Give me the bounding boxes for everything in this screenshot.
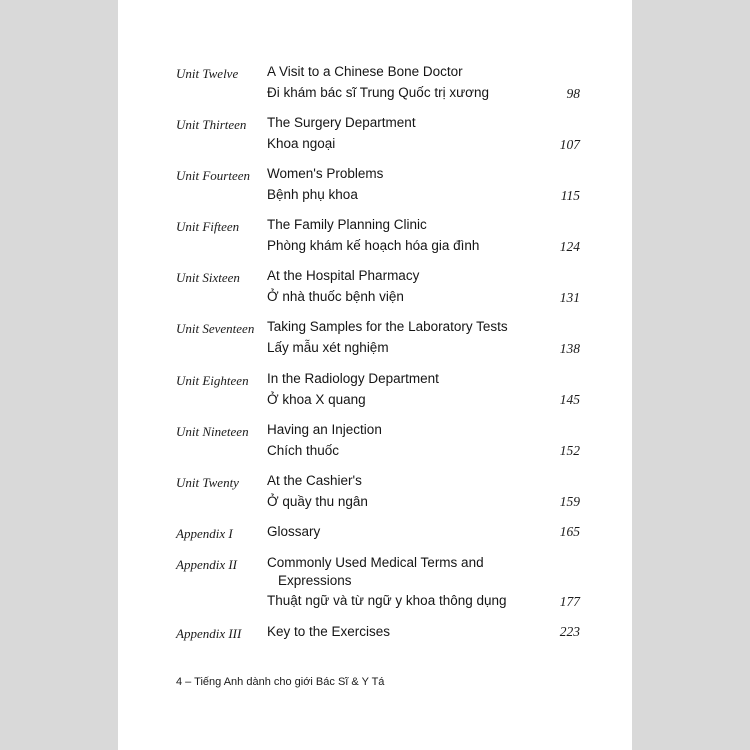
toc-title: Key to the Exercises — [267, 624, 391, 639]
toc-vietnamese-title: Bệnh phụ khoa — [267, 187, 358, 202]
toc-page-number: 152 — [559, 443, 580, 458]
toc-title: In the Radiology Department — [267, 371, 439, 386]
toc-title: Commonly Used Medical Terms and — [267, 555, 484, 570]
toc-vietnamese-title: Ở quầy thu ngân — [267, 494, 368, 509]
toc-page-number: 177 — [559, 594, 580, 609]
toc-unit-label: Unit Fifteen — [176, 219, 240, 234]
toc-unit-label: Unit Twelve — [176, 66, 239, 81]
toc-page-number: 124 — [559, 239, 580, 254]
toc-page-number: 115 — [560, 188, 580, 203]
toc-title: The Surgery Department — [267, 115, 416, 130]
toc-page-number: 165 — [559, 524, 580, 539]
toc-unit-label: Unit Fourteen — [176, 168, 251, 183]
toc-page-number: 138 — [559, 341, 580, 356]
toc-unit-label: Appendix III — [176, 626, 242, 641]
toc-title: A Visit to a Chinese Bone Doctor — [267, 64, 463, 79]
toc-title: Glossary — [267, 524, 321, 539]
toc-unit-label: Appendix I — [176, 526, 233, 541]
toc-page-number: 107 — [559, 137, 580, 152]
toc-title-continuation: Expressions — [278, 573, 352, 588]
toc-unit-label: Unit Seventeen — [176, 321, 255, 336]
toc-vietnamese-title: Khoa ngoại — [267, 136, 336, 151]
toc-title: At the Cashier's — [267, 473, 362, 488]
toc-page-number: 98 — [566, 86, 580, 101]
toc-page-number: 145 — [559, 392, 580, 407]
toc-title: Having an Injection — [267, 422, 382, 437]
toc-title: Taking Samples for the Laboratory Tests — [267, 319, 508, 334]
toc-unit-label: Unit Nineteen — [176, 424, 249, 439]
toc-title: Women's Problems — [267, 166, 384, 181]
toc-title: The Family Planning Clinic — [267, 217, 427, 232]
toc-title: At the Hospital Pharmacy — [267, 268, 420, 283]
toc-vietnamese-title: Ở khoa X quang — [267, 392, 366, 407]
toc-vietnamese-title: Chích thuốc — [267, 443, 340, 458]
toc-vietnamese-title: Phòng khám kế hoạch hóa gia đình — [267, 238, 480, 253]
toc-page-number: 159 — [559, 494, 580, 509]
toc-unit-label: Unit Twenty — [176, 475, 239, 490]
toc-page-number: 223 — [559, 624, 580, 639]
toc-unit-label: Unit Sixteen — [176, 270, 240, 285]
toc-unit-label: Unit Eighteen — [176, 373, 249, 388]
toc-unit-label: Appendix II — [176, 557, 238, 572]
toc-vietnamese-title: Đi khám bác sĩ Trung Quốc trị xương — [267, 85, 489, 100]
toc-unit-label: Unit Thirteen — [176, 117, 247, 132]
toc-vietnamese-title: Thuật ngữ và từ ngữ y khoa thông dụng — [267, 593, 507, 608]
book-page — [118, 0, 632, 750]
toc-vietnamese-title: Lấy mẫu xét nghiệm — [267, 340, 389, 355]
page-footer: 4 – Tiếng Anh dành cho giới Bác Sĩ & Y Tá — [176, 676, 385, 688]
toc-vietnamese-title: Ở nhà thuốc bệnh viện — [267, 289, 404, 304]
toc-page-number: 131 — [559, 290, 580, 305]
